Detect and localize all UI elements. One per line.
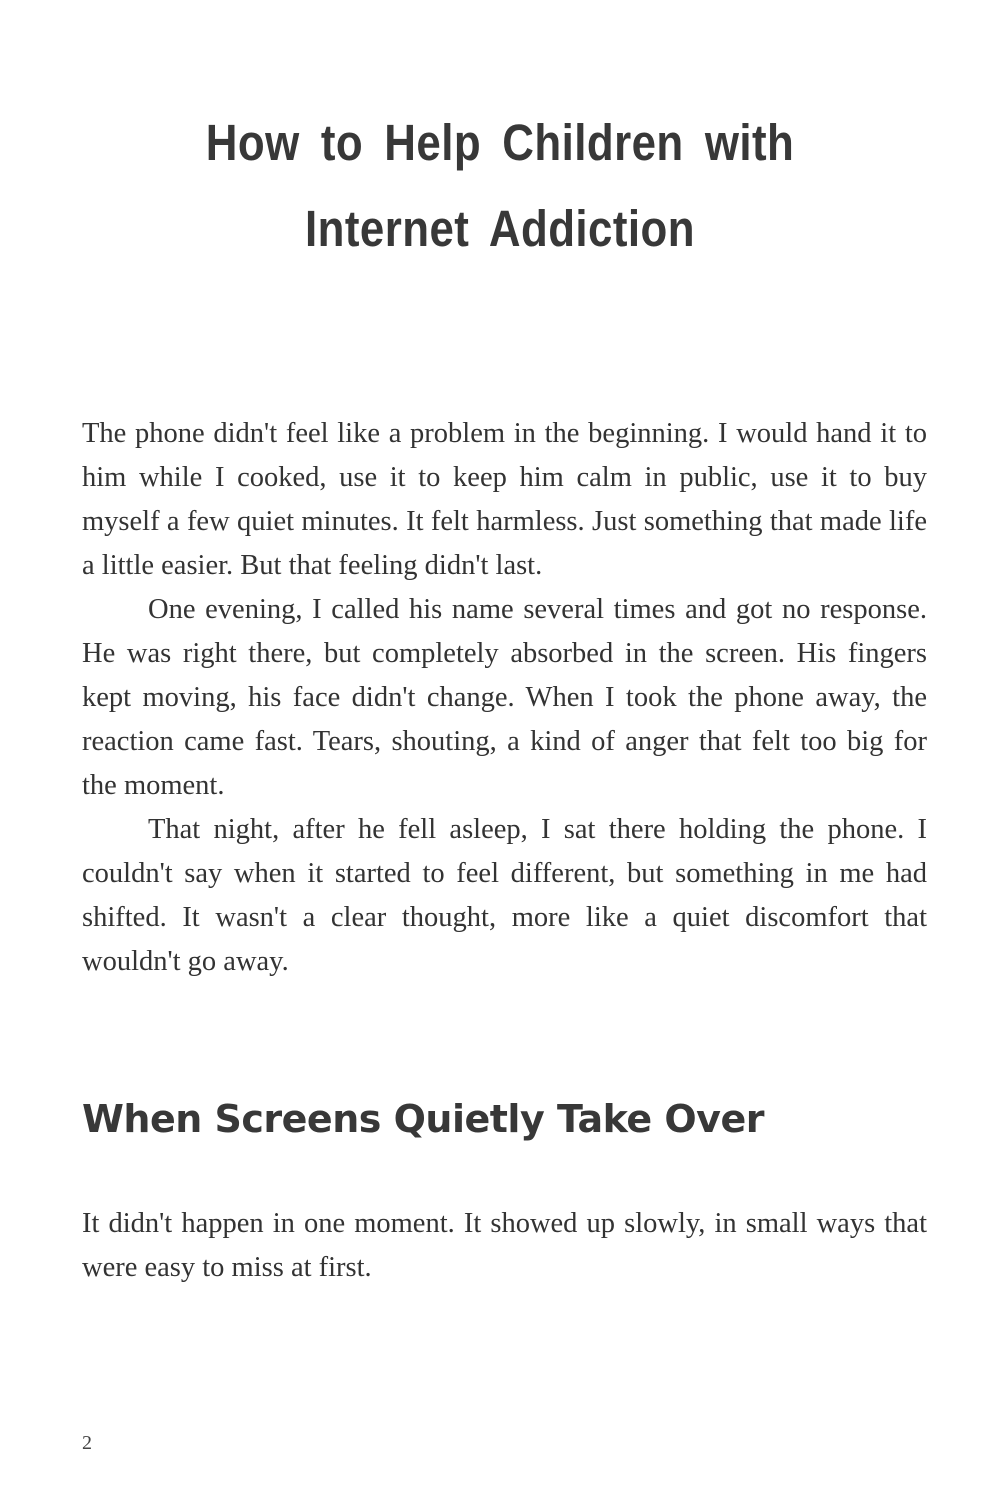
intro-text — [82, 412, 927, 984]
paragraph: The phone didn't feel like a problem in the beginning. I would hand it to him while I cooked, use it to keep him calm in public, use it to buy myself a few quiet minutes. It felt harmless. Just something that made life a little easier. But that feeling didn't last. — [82, 418, 927, 581]
title-line-1: How to Help Children with — [205, 114, 795, 171]
page-number: 2 — [82, 1432, 92, 1454]
section-heading: When Screens Quietly Take Over — [82, 1097, 764, 1141]
title-line-2: Internet Addiction — [305, 200, 695, 257]
section-text — [82, 1202, 927, 1290]
paragraph: One evening, I called his name several times and got no response. He was right there, but completely absorbed in the screen. His fingers kept moving, his face didn't change. When I took the phone away, the reaction came fast. Tears, shouting, a kind of anger that felt too big for the moment. — [82, 594, 927, 801]
paragraph: That night, after he fell asleep, I sat there holding the phone. I couldn't say when it started to feel different, but something in me had shifted. It wasn't a clear thought, more like a quiet discomfort that wouldn't go away. — [82, 814, 927, 977]
paragraph: It didn't happen in one moment. It showed up slowly, in small ways that were easy to miss at first. — [82, 1208, 927, 1283]
page-title — [70, 100, 930, 272]
